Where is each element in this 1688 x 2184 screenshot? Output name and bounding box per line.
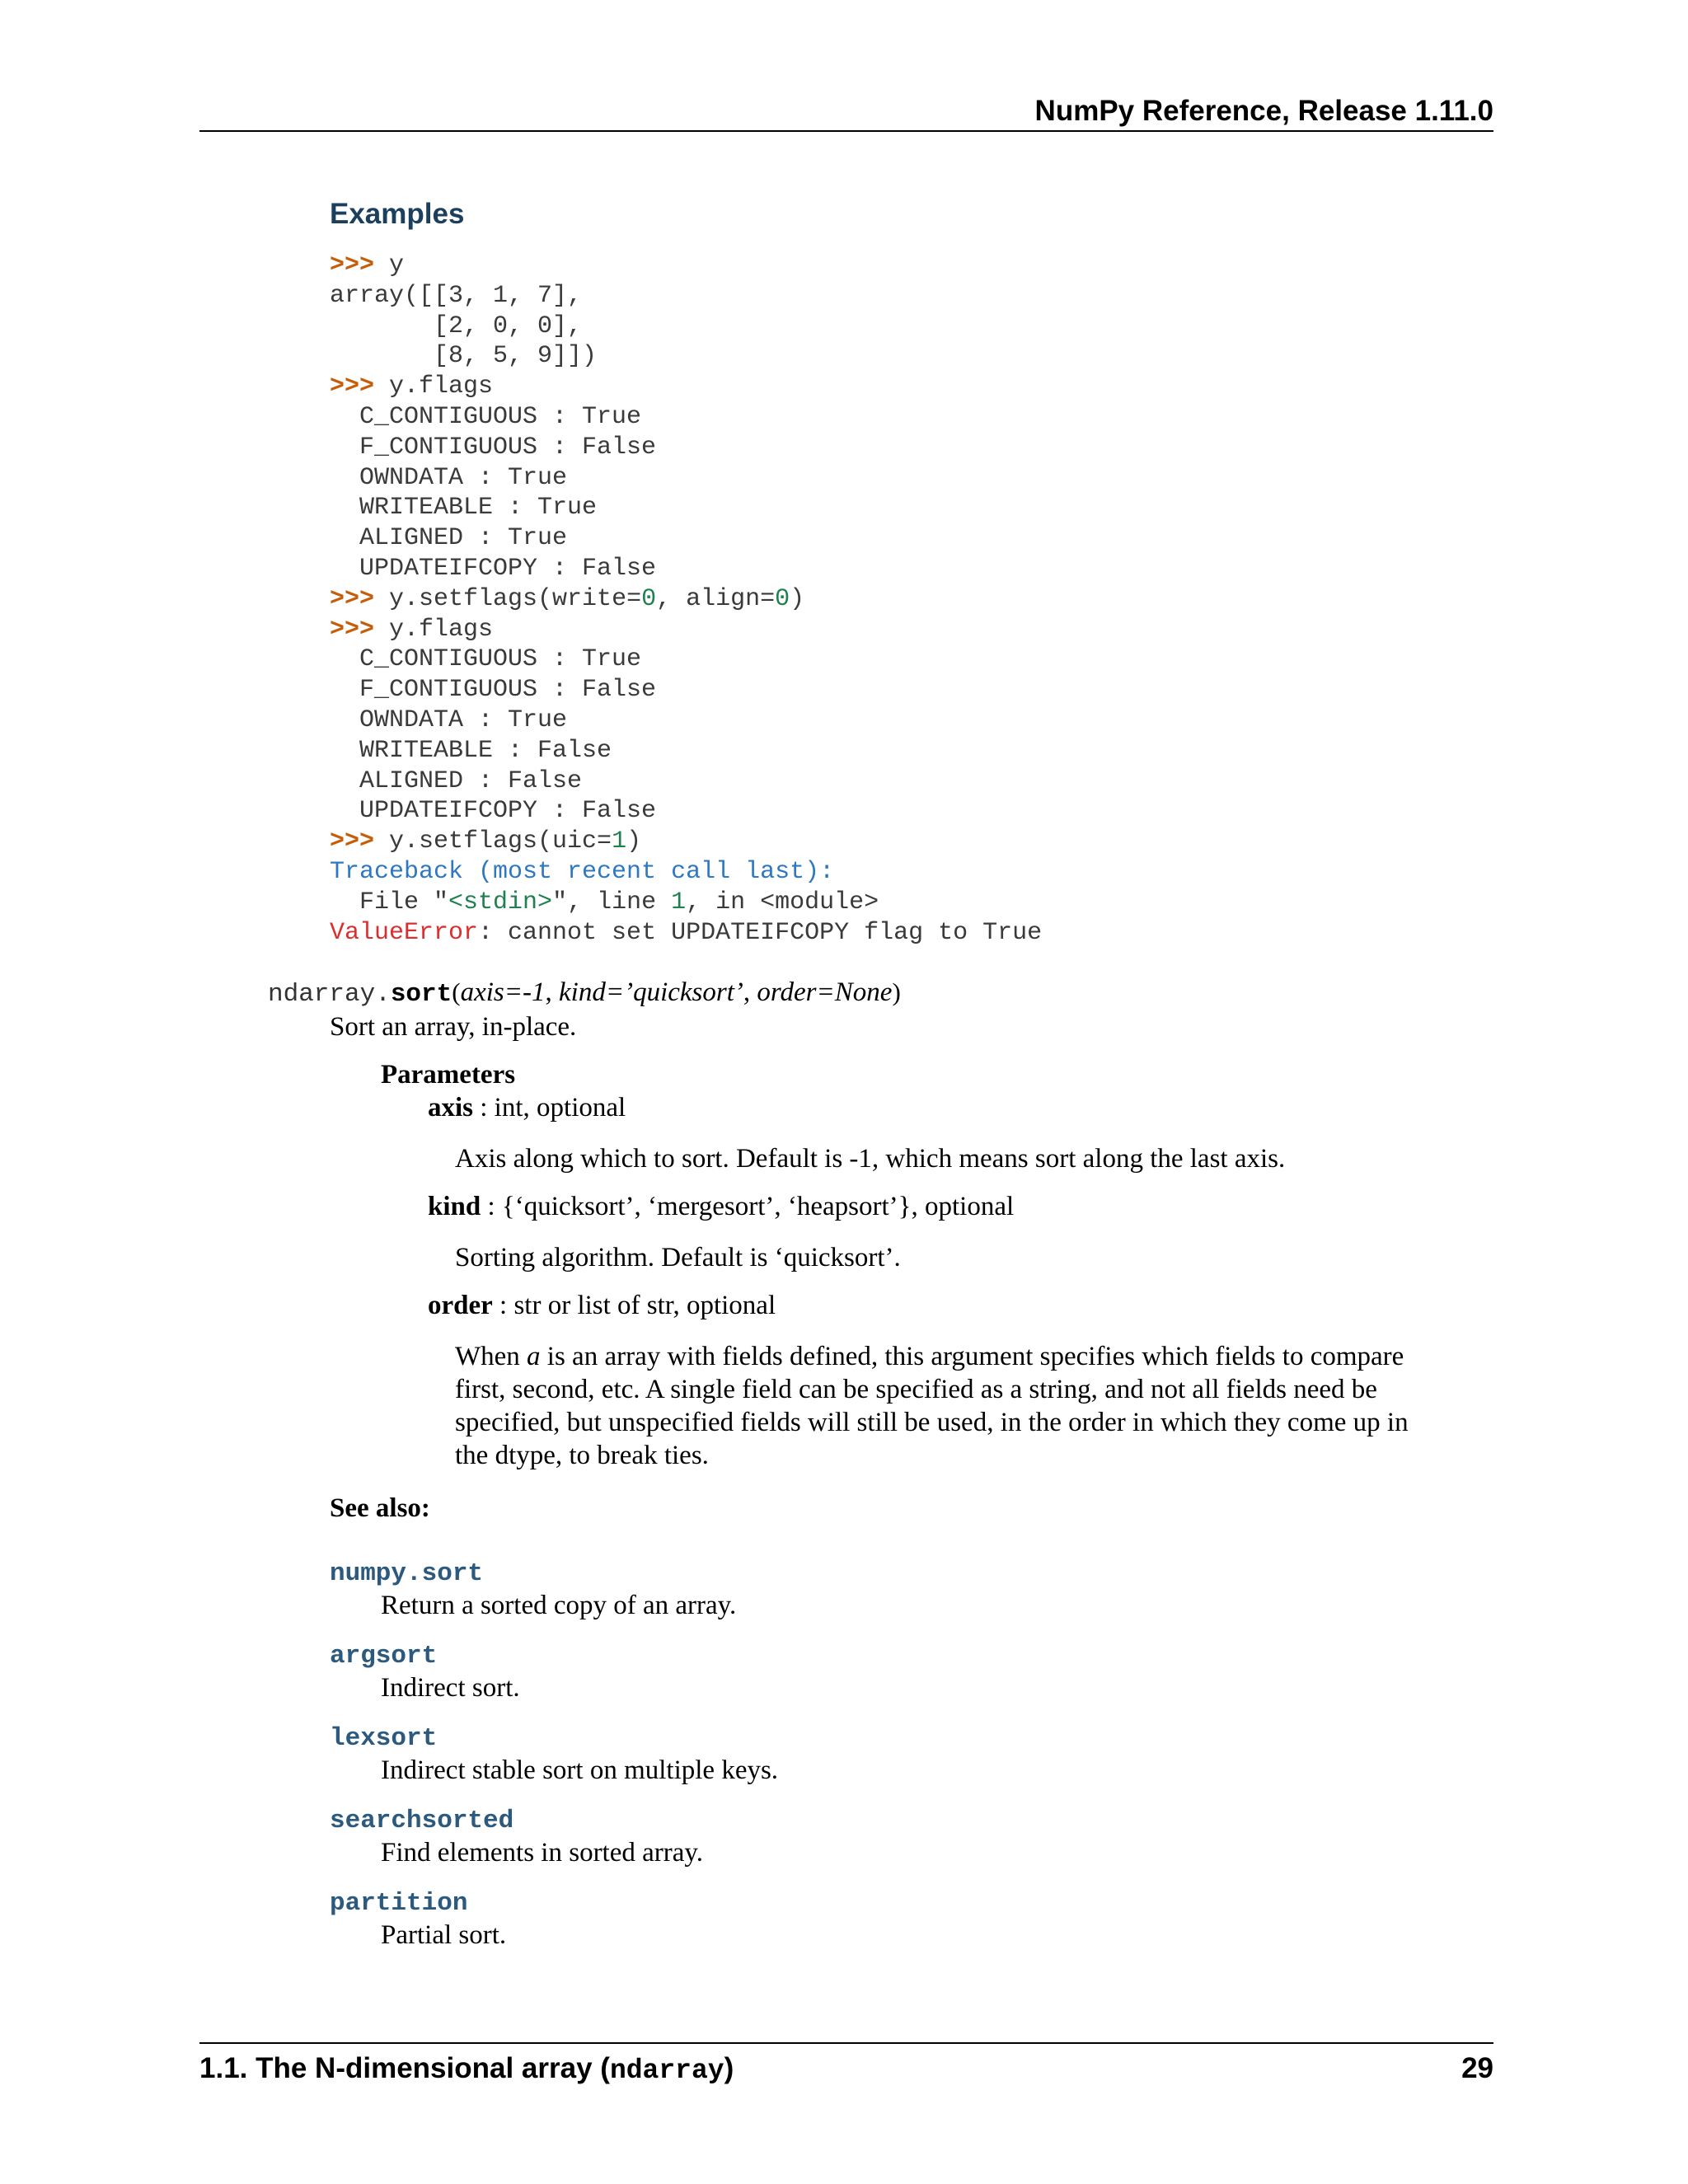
code-prompt: >>> bbox=[330, 373, 375, 401]
see-also-description: Indirect sort. bbox=[381, 1673, 520, 1703]
code-line: C_CONTIGUOUS : True bbox=[330, 402, 642, 431]
method-name: sort bbox=[390, 980, 452, 1009]
see-also-description: Partial sort. bbox=[381, 1920, 507, 1950]
code-number: 1 bbox=[671, 888, 687, 916]
method-signature bbox=[268, 977, 901, 1009]
code-line: array([[3, 1, 7], bbox=[330, 281, 583, 310]
param-name: kind bbox=[428, 1192, 481, 1221]
code-line: OWNDATA : True bbox=[330, 463, 568, 492]
arg-order: order=None bbox=[757, 977, 893, 1007]
code-text: ) bbox=[626, 827, 642, 856]
section-title-text: ) bbox=[724, 2052, 734, 2084]
section-title bbox=[199, 2052, 734, 2086]
code-line bbox=[330, 251, 1042, 281]
section-title-text: 1.1. The N-dimensional array ( bbox=[199, 2052, 610, 2084]
example-code-block bbox=[330, 251, 1042, 948]
see-also-link-partition[interactable]: partition bbox=[330, 1889, 468, 1918]
code-line: F_CONTIGUOUS : False bbox=[330, 433, 657, 462]
arg-axis: axis=-1 bbox=[460, 977, 546, 1007]
see-also-description: Indirect stable sort on multiple keys. bbox=[381, 1755, 779, 1785]
param-type: : str or list of str, optional bbox=[492, 1291, 776, 1320]
see-also-description: Find elements in sorted array. bbox=[381, 1838, 704, 1868]
code-text: y.flags bbox=[374, 373, 494, 401]
arg-separator: , bbox=[743, 977, 757, 1007]
code-line bbox=[330, 372, 1042, 402]
param-order-description bbox=[455, 1340, 1419, 1472]
see-also-link-argsort[interactable]: argsort bbox=[330, 1642, 438, 1671]
code-line: F_CONTIGUOUS : False bbox=[330, 676, 657, 705]
running-header bbox=[199, 92, 1493, 132]
code-line: WRITEABLE : True bbox=[330, 494, 598, 523]
param-kind-description: Sorting algorithm. Default is ‘quicksort’. bbox=[455, 1243, 901, 1272]
desc-variable: a bbox=[527, 1342, 541, 1371]
code-string: <stdin> bbox=[448, 888, 553, 916]
arg-separator: , bbox=[545, 977, 559, 1007]
see-also-heading: See also: bbox=[330, 1493, 430, 1523]
running-footer bbox=[199, 2042, 1493, 2086]
code-prompt: >>> bbox=[330, 615, 375, 644]
param-type: : {‘quicksort’, ‘mergesort’, ‘heapsort’}, optional bbox=[481, 1192, 1015, 1221]
code-text: : cannot set UPDATEIFCOPY flag to True bbox=[478, 918, 1043, 947]
code-line bbox=[330, 615, 1042, 645]
param-order bbox=[428, 1291, 776, 1321]
param-name: axis bbox=[428, 1093, 474, 1122]
parameters-heading: Parameters bbox=[381, 1060, 516, 1090]
code-text: ", line bbox=[552, 888, 672, 916]
see-also-link-numpy-sort[interactable]: numpy.sort bbox=[330, 1559, 484, 1588]
see-also-link-lexsort[interactable]: lexsort bbox=[330, 1724, 438, 1753]
see-also-description: Return a sorted copy of an array. bbox=[381, 1591, 737, 1620]
code-text: , align= bbox=[656, 584, 776, 613]
error-name: ValueError bbox=[330, 918, 479, 947]
code-text: y bbox=[374, 251, 405, 279]
code-text: y.setflags(uic= bbox=[374, 827, 612, 856]
examples-heading: Examples bbox=[330, 198, 465, 230]
code-text: y.setflags(write= bbox=[374, 584, 642, 613]
code-line: UPDATEIFCOPY : False bbox=[330, 554, 657, 583]
code-number: 0 bbox=[641, 584, 657, 613]
close-paren: ) bbox=[892, 977, 901, 1006]
code-text: , in <module> bbox=[686, 888, 879, 916]
code-prompt: >>> bbox=[330, 827, 375, 856]
code-line: OWNDATA : True bbox=[330, 705, 568, 734]
param-kind bbox=[428, 1192, 1014, 1222]
code-number: 0 bbox=[775, 584, 790, 613]
code-line: WRITEABLE : False bbox=[330, 736, 612, 765]
param-axis bbox=[428, 1093, 626, 1123]
code-line: [8, 5, 9]]) bbox=[330, 342, 598, 371]
param-axis-description: Axis along which to sort. Default is -1, which means sort along the last axis. bbox=[455, 1144, 1286, 1174]
code-prompt: >>> bbox=[330, 584, 375, 613]
code-line bbox=[330, 918, 1042, 949]
section-title-code: ndarray bbox=[609, 2055, 724, 2086]
page-number: 29 bbox=[1461, 2052, 1493, 2084]
code-line: ALIGNED : True bbox=[330, 524, 568, 553]
code-number: 1 bbox=[612, 827, 627, 856]
code-text: ) bbox=[790, 584, 805, 613]
traceback-line: Traceback (most recent call last): bbox=[330, 857, 835, 886]
code-text: File " bbox=[330, 888, 449, 916]
code-line bbox=[330, 584, 1042, 615]
param-name: order bbox=[428, 1291, 493, 1320]
code-line bbox=[330, 888, 1042, 918]
code-prompt: >>> bbox=[330, 251, 375, 279]
open-paren: ( bbox=[452, 977, 461, 1006]
code-line: ALIGNED : False bbox=[330, 766, 583, 795]
class-prefix: ndarray. bbox=[268, 980, 391, 1009]
method-summary: Sort an array, in-place. bbox=[330, 1012, 577, 1042]
arg-kind: kind=’quicksort’ bbox=[559, 977, 743, 1007]
code-text: y.flags bbox=[374, 615, 494, 644]
desc-text: is an array with fields defined, this argument specifies which fields to compare first, second, etc. A single field can be specified as a string, and not all fields need be specified, but unspecified fields will still be used, in the order in which they come up in the dtype, to break ties. bbox=[455, 1342, 1409, 1470]
param-type: : int, optional bbox=[473, 1093, 626, 1122]
see-also-link-searchsorted[interactable]: searchsorted bbox=[330, 1807, 514, 1835]
code-line: [2, 0, 0], bbox=[330, 312, 583, 340]
desc-text: When bbox=[455, 1342, 528, 1371]
document-title: NumPy Reference, Release 1.11.0 bbox=[1034, 95, 1493, 127]
code-line bbox=[330, 827, 1042, 857]
code-line: C_CONTIGUOUS : True bbox=[330, 645, 642, 674]
code-line: UPDATEIFCOPY : False bbox=[330, 797, 657, 826]
